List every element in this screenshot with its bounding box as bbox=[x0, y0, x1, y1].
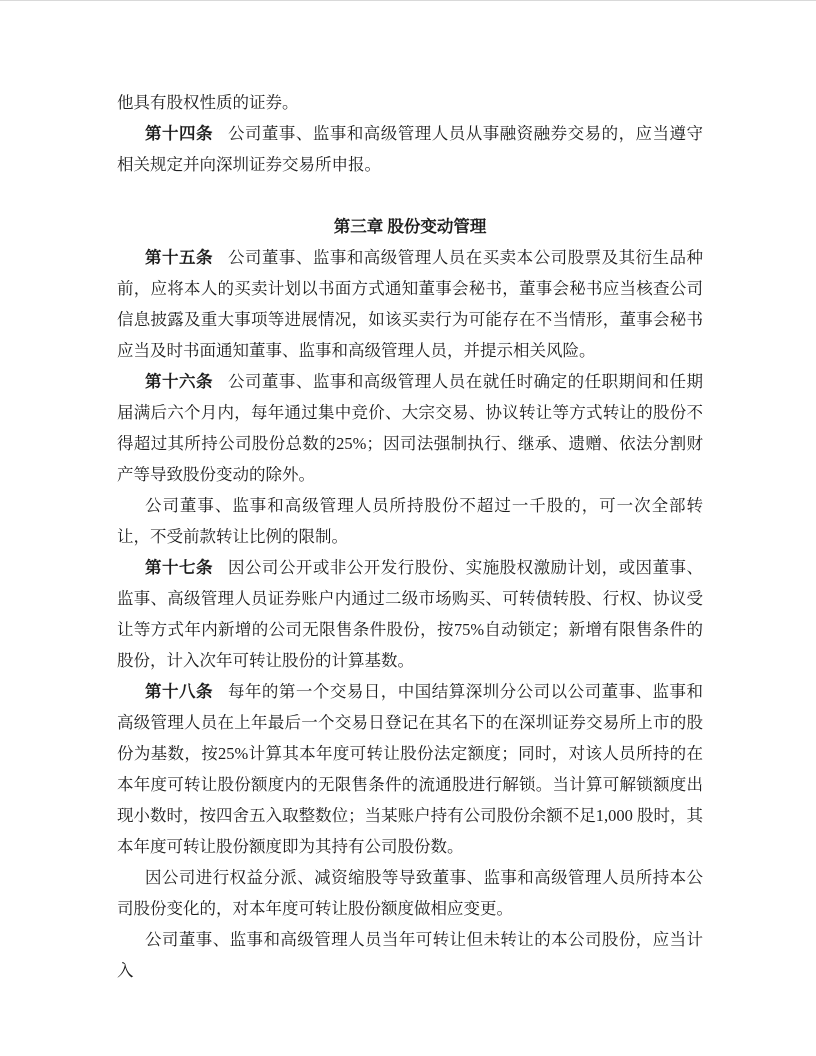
document-body bbox=[117, 87, 703, 986]
article-17-label: 第十七条 bbox=[145, 558, 213, 577]
article-18-text: 每年的第一个交易日，中国结算深圳分公司以公司董事、监事和高级管理人员在上年最后一个交易日登记在其名下的在深圳证券交易所上市的股份为基数，按25%计算其本年度可转让股份法定额度；同时，对该人员所持的在本年度可转让股份额度内的无限售条件的流通股进行解锁。当计算可解锁额度出现小数时，按四舍五入取整数位；当某账户持有公司股份余额不足1,000 股时，其本年度可转让股份额度即为其持有公司股份数。 bbox=[117, 682, 704, 856]
article-15-text: 公司董事、监事和高级管理人员在买卖本公司股票及其衍生品种前，应将本人的买卖计划以书面方式通知董事会秘书，董事会秘书应当核查公司信息披露及重大事项等进展情况，如该买卖行为可能存在不当情形，董事会秘书应当及时书面通知董事、监事和高级管理人员，并提示相关风险。 bbox=[117, 248, 704, 360]
article-16-text: 公司董事、监事和高级管理人员在就任时确定的任职期间和任期届满后六个月内，每年通过集中竞价、大宗交易、协议转让等方式转让的股份不得超过其所持公司股份总数的25%；因司法强制执行、继承、遗赠、依法分割财产等导致股份变动的除外。 bbox=[117, 372, 704, 484]
article-18-para-2: 因公司进行权益分派、减资缩股等导致董事、监事和高级管理人员所持本公司股份变化的，对本年度可转让股份额度做相应变更。 bbox=[117, 868, 703, 918]
article-15-label: 第十五条 bbox=[145, 248, 213, 267]
article-16-label: 第十六条 bbox=[145, 372, 213, 391]
article-15 bbox=[117, 242, 703, 366]
article-18 bbox=[117, 676, 703, 862]
paragraph-continuation: 他具有股权性质的证券。 bbox=[117, 93, 299, 112]
article-18-para-3: 公司董事、监事和高级管理人员当年可转让但未转让的本公司股份，应当计入 bbox=[117, 930, 703, 980]
article-16 bbox=[117, 366, 703, 490]
page-top-edge bbox=[0, 0, 816, 1]
blank-line bbox=[117, 180, 703, 211]
article-14-text: 公司董事、监事和高级管理人员从事融资融券交易的，应当遵守相关规定并向深圳证券交易所申报。 bbox=[117, 124, 704, 174]
article-16-para-2: 公司董事、监事和高级管理人员所持股份不超过一千股的，可一次全部转让，不受前款转让比例的限制。 bbox=[117, 496, 703, 546]
article-18-label: 第十八条 bbox=[145, 682, 213, 701]
chapter-heading: 第三章 股份变动管理 bbox=[333, 217, 487, 236]
article-14 bbox=[117, 118, 703, 180]
article-14-label: 第十四条 bbox=[145, 124, 213, 143]
article-17 bbox=[117, 552, 703, 676]
article-17-text: 因公司公开或非公开发行股份、实施股权激励计划，或因董事、监事、高级管理人员证券账户内通过二级市场购买、可转债转股、行权、协议受让等方式年内新增的公司无限售条件股份，按75%自动锁定；新增有限售条件的股份，计入次年可转让股份的计算基数。 bbox=[117, 558, 704, 670]
